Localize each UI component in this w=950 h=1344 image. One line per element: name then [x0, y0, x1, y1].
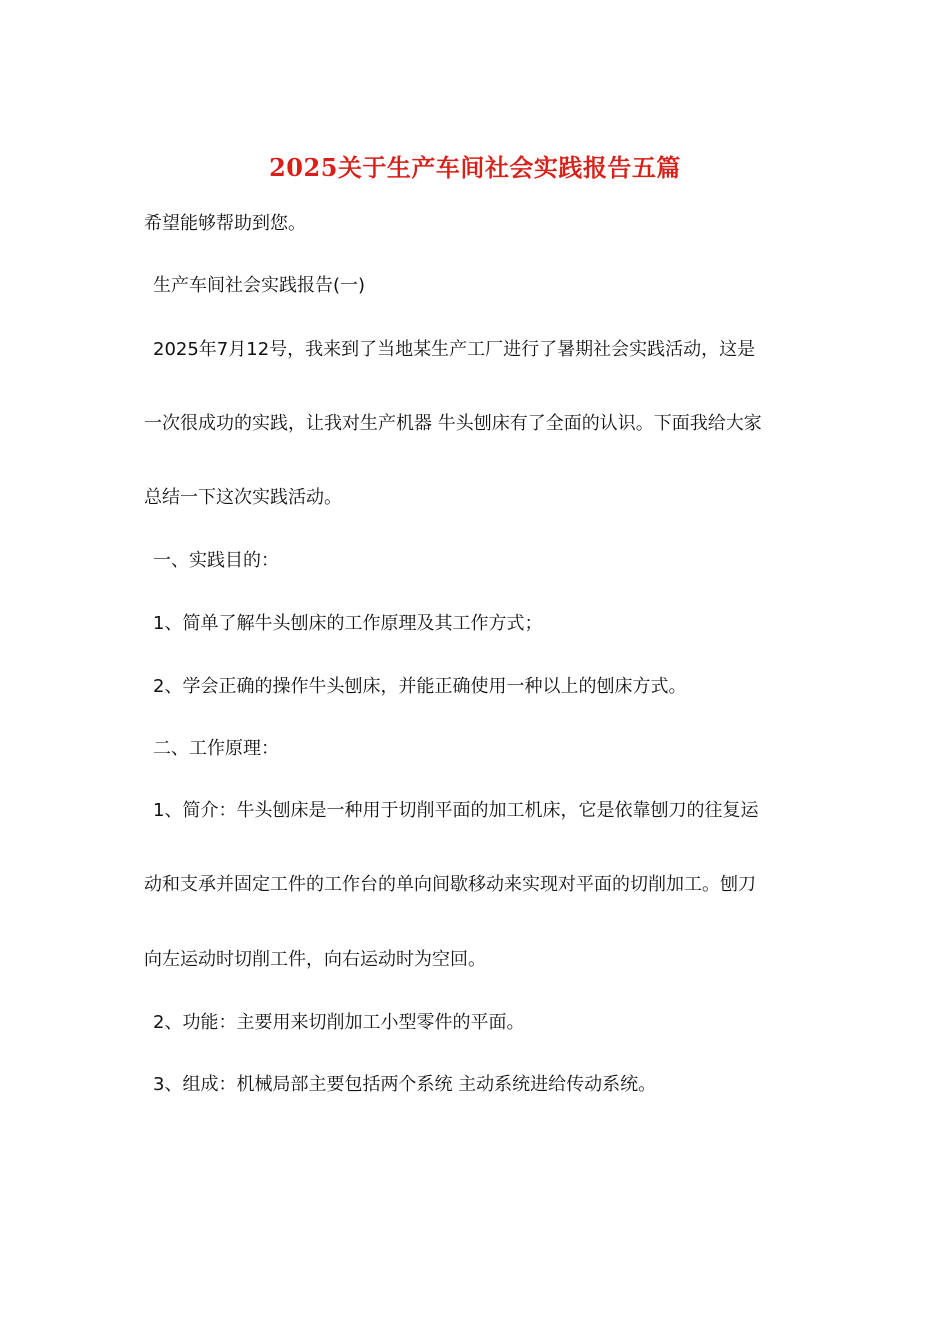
section-heading: 一、实践目的：: [153, 550, 279, 571]
list-item: 1、简介：牛头刨床是一种用于切削平面的加工机床，它是依靠刨刀的往复运: [153, 800, 759, 821]
section-heading: 二、工作原理：: [153, 738, 279, 759]
document-title: 2025关于生产车间社会实践报告五篇: [269, 153, 681, 182]
paragraph-line: 向左运动时切削工件，向右运动时为空回。: [144, 949, 486, 970]
report-heading: 生产车间社会实践报告(一): [153, 275, 366, 296]
list-item: 1、简单了解牛头刨床的工作原理及其工作方式；: [153, 613, 543, 634]
list-item: 3、组成：机械局部主要包括两个系统 主动系统进给传动系统。: [153, 1074, 657, 1095]
paragraph-line: 动和支承并固定工件的工作台的单向间歇移动来实现对平面的切削加工。刨刀: [144, 874, 756, 895]
paragraph-line: 总结一下这次实践活动。: [144, 487, 342, 508]
paragraph-line: 2025年7月12号，我来到了当地某生产工厂进行了暑期社会实践活动，这是: [153, 339, 756, 360]
list-item: 2、学会正确的操作牛头刨床，并能正确使用一种以上的刨床方式。: [153, 676, 687, 697]
intro-line: 希望能够帮助到您。: [144, 213, 306, 234]
list-item: 2、功能：主要用来切削加工小型零件的平面。: [153, 1012, 525, 1033]
paragraph-line: 一次很成功的实践，让我对生产机器 牛头刨床有了全面的认识。下面我给大家: [144, 413, 762, 434]
